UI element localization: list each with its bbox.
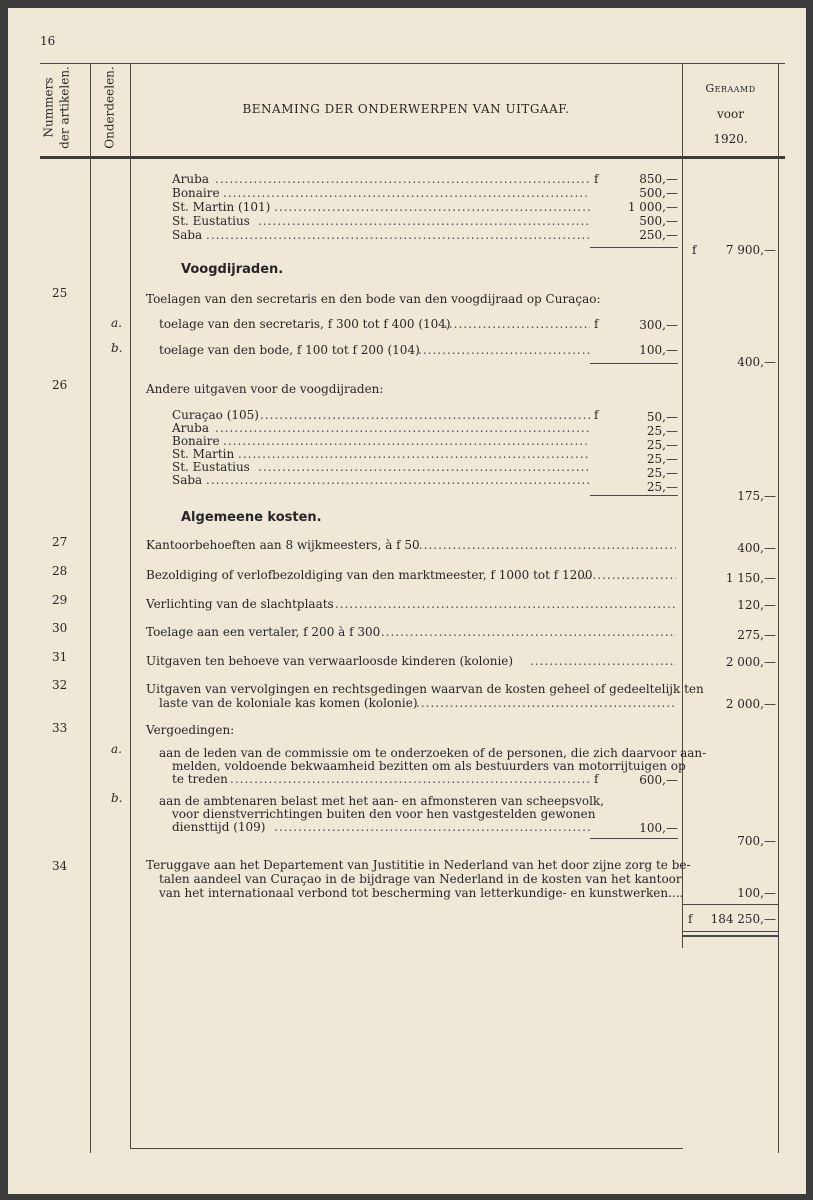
leader-dots xyxy=(258,214,590,228)
grand-total-rule-1 xyxy=(682,931,778,932)
page-number: 16 xyxy=(40,34,56,48)
subtotal-rule xyxy=(590,247,678,248)
sub-letter: a. xyxy=(111,742,122,756)
article-text: Vergoedingen: xyxy=(146,723,235,737)
top-total: 7 900,— xyxy=(725,243,776,257)
leader-dots xyxy=(274,200,590,214)
article-number: 34 xyxy=(52,859,68,873)
grand-total: 184 250,— xyxy=(710,912,776,926)
list-item-amount: 25,— xyxy=(646,466,678,480)
header-year: 1920. xyxy=(713,132,748,146)
column-divider-1 xyxy=(90,63,91,1153)
leader-dots xyxy=(444,317,590,331)
header-bottom-rule xyxy=(40,156,785,159)
article-text: Verlichting van de slachtplaats xyxy=(146,597,334,611)
article-text: Andere uitgaven voor de voogdijraden: xyxy=(146,382,384,396)
column-divider-2 xyxy=(130,63,131,1148)
list-item-amount: 25,— xyxy=(646,452,678,466)
currency-sign: f xyxy=(594,772,599,786)
list-item-label: St. Eustatius xyxy=(172,460,250,474)
article-number: 27 xyxy=(52,535,68,549)
sub-letter: b. xyxy=(111,341,123,355)
article-number: 25 xyxy=(52,286,68,300)
sub-text: toelage van den secretaris, f 300 tot f 400 (104) xyxy=(159,317,451,331)
header-voor: voor xyxy=(717,107,744,121)
list-item-label: Aruba xyxy=(172,421,209,435)
list-item-label: Saba xyxy=(172,473,203,487)
header-nummers-line2: der artikelen. xyxy=(57,66,72,149)
article-total: 700,— xyxy=(737,834,776,848)
sub-amount: 100,— xyxy=(639,821,678,835)
sub-letter: a. xyxy=(111,316,122,330)
leader-dots xyxy=(206,228,590,242)
leader-dots xyxy=(206,473,590,487)
leader-dots xyxy=(223,434,590,448)
currency-sign: f xyxy=(594,408,599,422)
sub-amount: 300,— xyxy=(639,318,678,332)
leader-dots xyxy=(416,696,676,710)
sub-letter: b. xyxy=(111,791,123,805)
article-amount: 275,— xyxy=(737,628,776,642)
article-text: Kantoorbehoeften aan 8 wijkmeesters, à f 50 xyxy=(146,538,420,552)
currency-sign: f xyxy=(688,912,693,926)
document-page xyxy=(8,8,806,1194)
article-text: Bezoldiging of verlofbezoldiging van den marktmeester, f 1000 tot f 1200 xyxy=(146,568,593,582)
leader-dots xyxy=(215,172,590,186)
sub-text-line1: aan de leden van de commissie om te onderzoeken of de personen, die zich daarvoor aan- xyxy=(159,746,707,760)
list-item-label: St. Martin xyxy=(172,447,235,461)
subtotal-rule xyxy=(590,495,678,496)
sub-amount: 100,— xyxy=(639,343,678,357)
subtotal-rule xyxy=(590,363,678,364)
article-text: Uitgaven ten behoeve van verwaarloosde kinderen (kolonie) xyxy=(146,654,514,668)
article-amount: 2 000,— xyxy=(725,655,776,669)
article-number: 26 xyxy=(52,378,68,392)
header-col-benaming: BENAMING DER ONDERWERPEN VAN UITGAAF. xyxy=(242,102,570,116)
article-number: 33 xyxy=(52,721,68,735)
article-text: Toelage aan een vertaler, f 200 à f 300 xyxy=(146,625,381,639)
sub-text-line2: melden, voldoende bekwaamheid bezitten om als bestuurders van motorrijtuigen op xyxy=(172,759,686,773)
table-top-rule xyxy=(40,63,785,64)
header-geraamd: Geraamd xyxy=(705,82,756,95)
sub-text-line1: aan de ambtenaren belast met het aan- en afmonsteren van scheepsvolk, xyxy=(159,794,605,808)
column-divider-3 xyxy=(682,63,683,948)
list-item-amount: 25,— xyxy=(646,480,678,494)
leader-dots xyxy=(414,538,676,552)
currency-sign: f xyxy=(594,172,599,186)
leader-dots xyxy=(376,625,676,639)
list-item-label: Bonaire xyxy=(172,186,220,200)
article-amount: 120,— xyxy=(737,598,776,612)
article-text-line2: talen aandeel van Curaçao in de bijdrage van Nederland in de kosten van het kantoor xyxy=(159,872,682,886)
article-text-line2: laste van de koloniale kas komen (kolonie) xyxy=(159,696,418,710)
leader-dots xyxy=(578,568,676,582)
leader-dots xyxy=(330,597,676,611)
leader-dots xyxy=(418,343,590,357)
sub-text-line3: diensttijd (109) xyxy=(172,820,266,834)
article-amount: 400,— xyxy=(737,541,776,555)
grand-total-rule-2 xyxy=(682,935,778,937)
article-text-line1: Teruggave aan het Departement van Justititie in Nederland van het door zijne zorg te be- xyxy=(146,858,691,872)
list-item-amount: 850,— xyxy=(639,172,678,186)
article-text-line3: van het internationaal verbond tot bescherming van letterkundige- en kunstwerken.... xyxy=(159,886,684,900)
sub-text-line3: te treden xyxy=(172,772,228,786)
article-number: 30 xyxy=(52,621,68,635)
article-total: 400,— xyxy=(737,355,776,369)
header-nummers-line1: Nummers xyxy=(41,77,56,138)
currency-sign: f xyxy=(692,243,697,257)
list-item-amount: 500,— xyxy=(639,186,678,200)
leader-dots xyxy=(215,421,590,435)
article-number: 31 xyxy=(52,650,68,664)
leader-dots xyxy=(274,820,590,834)
list-item-label: Bonaire xyxy=(172,434,220,448)
article-amount: 2 000,— xyxy=(725,697,776,711)
list-item-amount: 50,— xyxy=(646,410,678,424)
list-item-amount: 1 000,— xyxy=(627,200,678,214)
section-heading-algemeene-kosten: Algemeene kosten. xyxy=(181,510,322,525)
list-item-label: St. Eustatius xyxy=(172,214,250,228)
sub-amount: 600,— xyxy=(639,773,678,787)
article-total: 175,— xyxy=(737,489,776,503)
article-number: 32 xyxy=(52,678,68,692)
leader-dots xyxy=(230,772,590,786)
section-heading-voogdijraden: Voogdijraden. xyxy=(181,262,284,277)
list-item-label: Curaçao (105) xyxy=(172,408,259,422)
subtotal-rule xyxy=(590,838,678,839)
leader-dots xyxy=(223,186,590,200)
list-item-amount: 25,— xyxy=(646,424,678,438)
article-number: 29 xyxy=(52,593,68,607)
list-item-label: Saba xyxy=(172,228,203,242)
leader-dots xyxy=(260,408,590,422)
header-col-onderdeelen: Onderdeelen. xyxy=(102,66,117,149)
leader-dots xyxy=(238,447,590,461)
leader-dots xyxy=(530,654,676,668)
article-text-line1: Uitgaven van vervolgingen en rechtsgedingen waarvan de kosten geheel of gedeeltelijk ten xyxy=(146,682,704,696)
list-item-amount: 250,— xyxy=(639,228,678,242)
list-item-label: St. Martin (101) xyxy=(172,200,271,214)
list-item-label: Aruba xyxy=(172,172,209,186)
currency-sign: f xyxy=(594,317,599,331)
grand-total-top-rule xyxy=(682,904,778,905)
column-divider-4 xyxy=(778,63,779,1153)
leader-dots xyxy=(258,460,590,474)
article-amount: 1 150,— xyxy=(725,571,776,585)
article-text: Toelagen van den secretaris en den bode van den voogdijraad op Curaçao: xyxy=(146,292,601,306)
article-number: 28 xyxy=(52,564,68,578)
list-item-amount: 25,— xyxy=(646,438,678,452)
article-amount: 100,— xyxy=(737,886,776,900)
table-bottom-rule xyxy=(130,1148,683,1149)
sub-text-line2: voor dienstverrichtingen buiten den voor hen vastgestelden gewonen xyxy=(172,807,596,821)
sub-text: toelage van den bode, f 100 tot f 200 (104) xyxy=(159,343,420,357)
list-item-amount: 500,— xyxy=(639,214,678,228)
